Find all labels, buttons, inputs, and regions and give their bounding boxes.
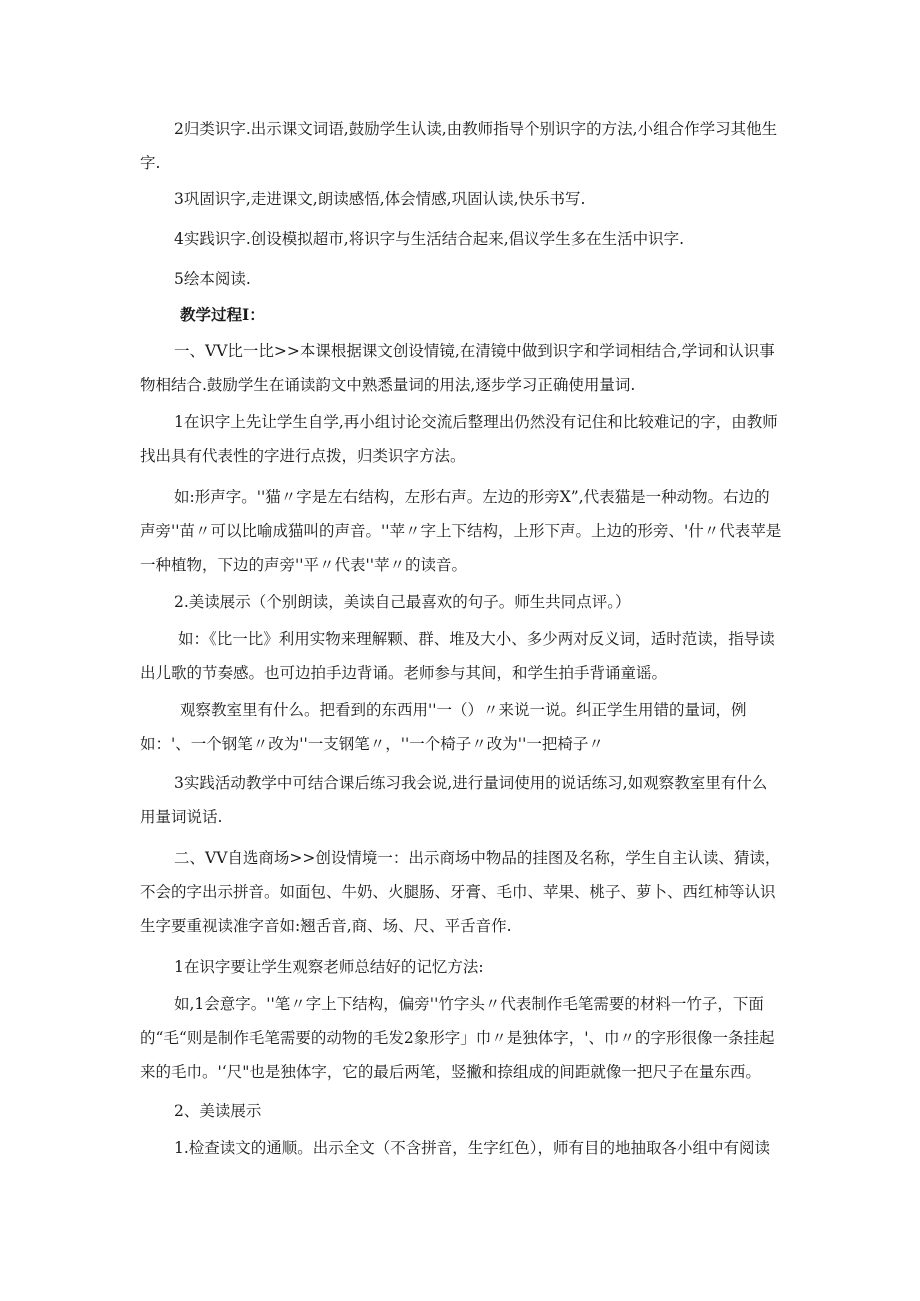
paragraph-14: 如,1会意字。''笔〃字上下结构，偏旁''竹字头〃代表制作毛笔需要的材料一竹子，下面的“毛“则是制作毛笔需要的动物的毛发2象形字」巾〃是独体字，'、巾〃的字形很像一条挂起来的毛巾。'‘尺"也是独体字，它的最后两笔，竖撇和捺组成的间距就像一把尺子在量东西。 (140, 995, 775, 1081)
paragraph-9: 如：《比一比》利用实物来理解颗、群、堆及大小、多少两对反义词，适时范读，指导读出儿歌的节奏感。也可边拍手边背诵。老师参与其间，和学生拍手背诵童谣。 (140, 630, 775, 682)
paragraph-11: 3实践活动教学中可结合课后练习我会说,进行量词使用的说话练习,如观察教室里有什么用量词说话. (140, 774, 768, 826)
paragraph-7: 如:形声字。''猫〃字是左右结构，左形右声。左边的形旁X”,代表猫是一种动物。右边的声旁''苗〃可以比喻成猫叫的声音。''苹〃字上下结构，上形下声。上边的形旁、'什〃代表苹是一种植物，下边的声旁''平〃代表''苹〃的读音。 (140, 488, 782, 574)
paragraph-13: 1在识字要让学生观察老师总结好的记忆方法: (174, 958, 484, 976)
paragraph-6: 1在识字上先让学生自学,再小组讨论交流后整理出仍然没有记住和比较难记的字，由教师找出具有代表性的字进行点拨，归类识字方法。 (140, 413, 778, 465)
section-heading: 教学过程I： (180, 305, 265, 324)
paragraph-10: 观察教室里有什么。把看到的东西用''一（）〃来说一说。纠正学生用错的量词，例如：'、一个钢笔〃改为''一支钢笔〃，''一个椅子〃改为''一把椅子〃 (140, 701, 747, 753)
paragraph-8: 2.美读展示（个别朗读，美读自己最喜欢的句子。师生共同点评。） (174, 593, 631, 611)
paragraph-1: 2归类识字.出示课文词语,鼓励学生认读,由教师指导个别识字的方法,小组合作学习其他生字. (140, 120, 778, 172)
paragraph-12: 二、VV自选商场>>创设情境一：出示商场中物品的挂图及名称，学生自主认读、猜读，不会的字出示拼音。如面包、牛奶、火腿肠、牙膏、毛巾、苹果、桃子、萝卜、西红柿等认识生字要重视读准字音如:翘舌音,商、场、尺、平舌音作. (140, 849, 781, 935)
paragraph-16: 1.检查读文的通顺。出示全文（不含拼音，生字红色），师有目的地抽取各小组中有阅读 (174, 1139, 771, 1157)
paragraph-4: 5绘本阅读. (174, 270, 251, 288)
paragraph-3: 4实践识字.创设模拟超市,将识字与生活结合起来,倡议学生多在生活中识字. (174, 230, 685, 248)
paragraph-2: 3巩固识字,走进课文,朗读感悟,体会情感,巩固认读,快乐书写. (174, 190, 586, 208)
paragraph-5: 一、VV比一比>>本课根据课文创设情镜,在清镜中做到识字和学词相结合,学词和认识事物相结合.鼓励学生在诵读韵文中熟悉量词的用法,逐步学习正确使用量词. (140, 342, 775, 394)
paragraph-15: 2、美读展示 (174, 1102, 262, 1120)
